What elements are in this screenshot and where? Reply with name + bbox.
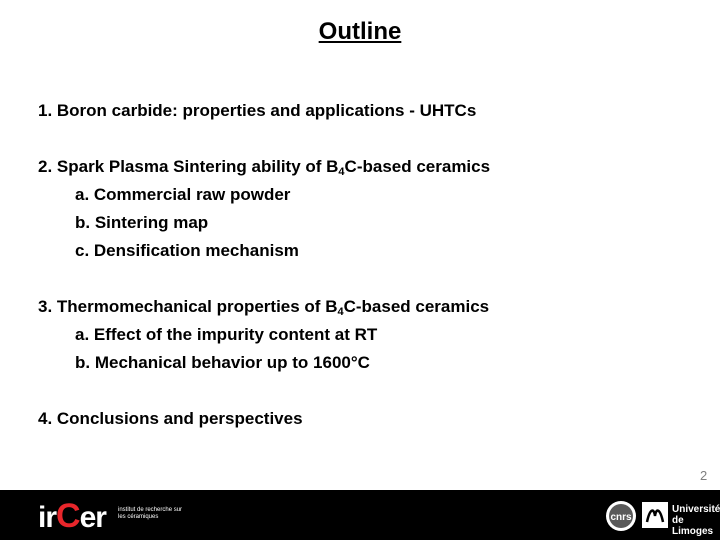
- footer-bar: [0, 490, 720, 540]
- outline-item-4: 4. Conclusions and perspectives: [38, 409, 303, 428]
- svg-text:cnrs: cnrs: [610, 512, 632, 523]
- outline-item-3-text: 3. Thermomechanical properties of B: [38, 297, 338, 316]
- limoges-emblem-icon: [642, 502, 668, 528]
- subscript: 4: [337, 306, 344, 318]
- outline-item-1: 1. Boron carbide: properties and applications - UHTCs: [38, 101, 477, 120]
- cnrs-logo: [605, 500, 637, 532]
- subscript: 4: [338, 166, 345, 178]
- ircer-tagline: institut de recherche sur les céramiques: [118, 507, 183, 520]
- ircer-logo: [38, 497, 183, 535]
- outline-subitem: a. Commercial raw powder: [75, 185, 291, 204]
- outline-subitem: b. Mechanical behavior up to 1600°C: [75, 353, 370, 372]
- outline-subitem: b. Sintering map: [75, 213, 209, 232]
- page-number: 2: [700, 468, 708, 483]
- outline-item-2-text-end: C-based ceramics: [344, 157, 491, 176]
- slide-title: Outline: [318, 18, 402, 45]
- universite-limoges-logo: [642, 502, 720, 537]
- outline-item-3-text-end: C-based ceramics: [343, 297, 490, 316]
- outline-item-2: [38, 157, 490, 177]
- outline-item-3: [38, 297, 489, 317]
- outline-item-2-text: 2. Spark Plasma Sintering ability of B: [38, 157, 339, 176]
- outline-subitem: a. Effect of the impurity content at RT: [75, 325, 378, 344]
- outline-subitem: c. Densification mechanism: [75, 241, 299, 260]
- limoges-name: Université de Limoges: [672, 504, 720, 537]
- ircer-wordmark: irCer: [38, 497, 106, 535]
